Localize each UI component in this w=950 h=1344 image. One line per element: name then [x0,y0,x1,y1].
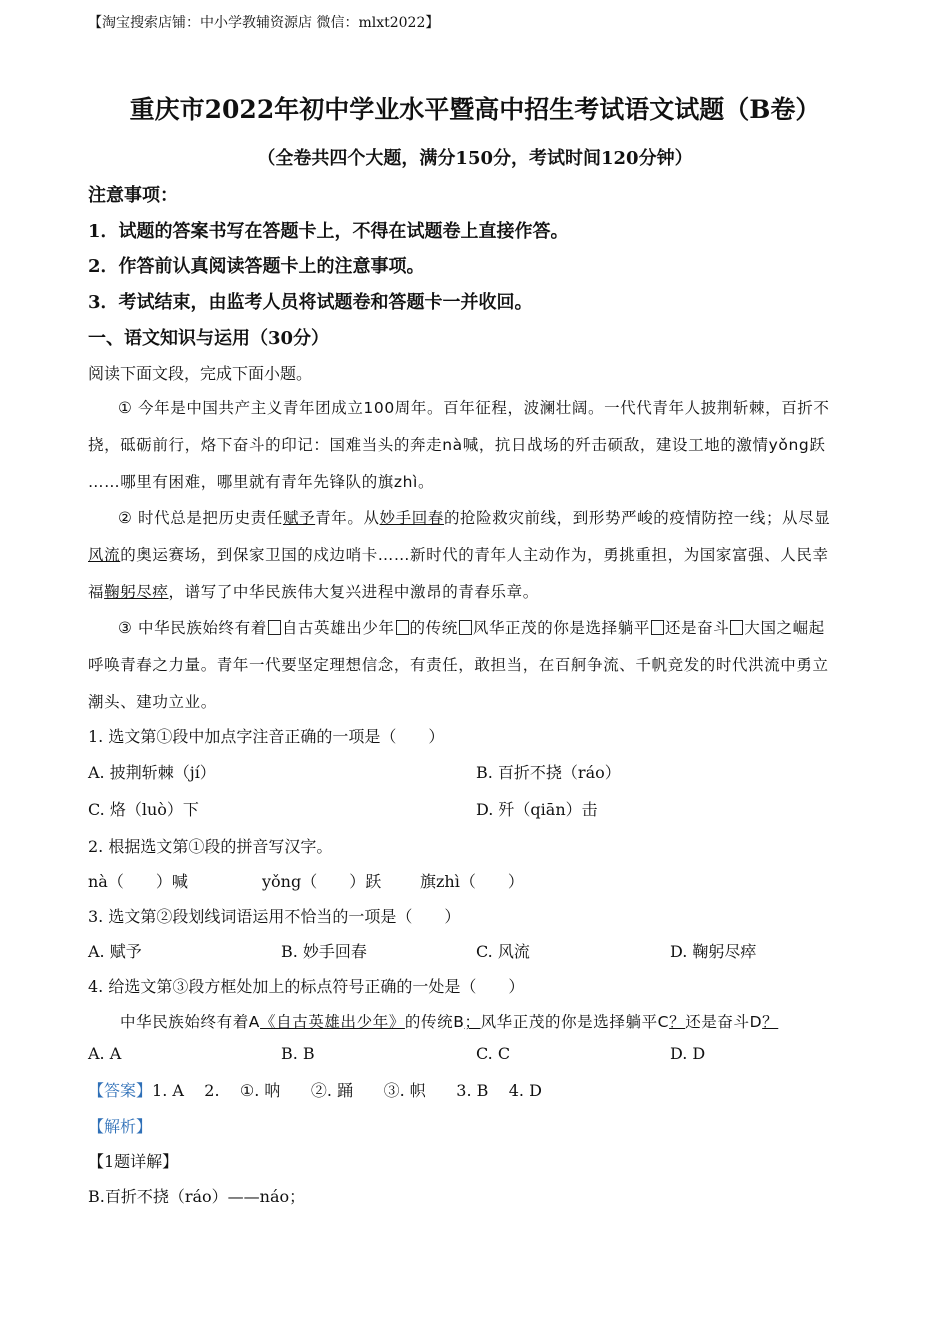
blank-box-d [651,620,664,635]
section-heading: 一、语文知识与运用（30分） [88,328,330,349]
blank-box-e [730,620,743,635]
answer-line [88,1078,542,1101]
text: ② 时代总是把历史责任 [118,509,283,527]
passage-p1-line2: 挠，砥砺前行，烙下奋斗的印记：国难当头的奔走nà喊，抗日战场的歼击硕敌，建设工地的激情yǒng跃 [88,436,826,454]
exam-subtitle: （全卷共四个大题，满分150分，考试时间120分钟） [257,148,693,169]
passage-p2-line1 [118,506,830,528]
text: 的抢险救灾前线，到形势严峻的疫情防控一线；从尽显 [443,509,831,527]
section-intro: 阅读下面文段，完成下面小题。 [88,364,313,383]
text: 中华民族始终有着A [120,1013,261,1031]
text: ③ 中华民族始终有着 [118,619,267,637]
underlined-word-2: 妙手回春 [379,509,444,527]
q3-option-d: D. 鞠躬尽瘁 [670,942,757,961]
underlined-word-3: 风流 [88,546,121,564]
detail-line: B.百折不挠（ráo）——náo； [88,1187,306,1206]
analysis-tag: 【解析】 [88,1117,153,1136]
q4-mark-a: 《自古英雄出少年》 [260,1013,405,1031]
text: 的传统B [404,1013,465,1031]
q4-mark-c: ？ [669,1013,686,1031]
answer-tag: 【答案】 [88,1081,153,1100]
text: 风华正茂的你是选择躺平C [480,1013,670,1031]
text: 还是奋斗D [685,1013,763,1031]
text: ，谱写了中华民族伟大复兴进程中激昂的青春乐章。 [168,583,539,601]
q1-option-a: A. 披荆斩棘（jí） [88,763,216,782]
text: 福 [88,583,105,601]
passage-p2-line2 [88,543,829,565]
text: 自古英雄出少年 [281,619,395,637]
q1-option-b: B. 百折不挠（ráo） [476,763,621,782]
q4-option-b: B. B [281,1044,315,1063]
passage-p1-line3: ……哪里有困难，哪里就有青年先锋队的旗zhì。 [88,473,435,491]
q2-blank-2: yǒng（ ）跃 [262,872,382,891]
header-note: 【淘宝搜索店铺：中小学教辅资源店 微信：mlxt2022】 [88,15,440,31]
q3-option-c: C. 风流 [476,942,530,961]
underlined-word-1: 赋予 [282,509,316,527]
text: 的传统 [409,619,458,637]
text: 青年。从 [315,509,380,527]
q3-option-a: A. 赋予 [88,942,142,961]
passage-p2-line3 [88,580,539,602]
notice-item-1: 1．试题的答案书写在答题卡上，不得在试题卷上直接作答。 [88,221,569,242]
q4-mark-d: ？ [762,1013,779,1031]
detail-heading: 【1题详解】 [88,1152,179,1171]
q4-option-d: D. D [670,1044,706,1063]
q1-stem: 1. 选文第①段中加点字注音正确的一项是（ ） [88,727,445,746]
q4-mark-b: ； [464,1013,481,1031]
underlined-word-4: 鞠躬尽瘁 [104,583,169,601]
exam-title: 重庆市2022年初中学业水平暨高中招生考试语文试题（B卷） [129,95,821,124]
blank-box-c [459,620,472,635]
q2-blank-3: 旗zhì（ ） [420,872,524,891]
passage-p3-line2: 呼唤青春之力量。青年一代要坚定理想信念，有责任，敢担当，在百舸争流、千帆竞发的时代洪流中勇立 [88,656,829,674]
notice-heading: 注意事项： [88,185,178,206]
q4-stem: 4. 给选文第③段方框处加上的标点符号正确的一处是（ ） [88,977,525,996]
answer-text: 1. A 2. ①. 呐 ②. 踊 ③. 帜 3. B 4. D [152,1081,542,1100]
blank-box-a [268,620,281,635]
passage-p1-line1: ① 今年是中国共产主义青年团成立100周年。百年征程，波澜壮阔。一代代青年人披荆斩棘，百折不 [118,399,830,417]
q2-stem: 2. 根据选文第①段的拼音写汉字。 [88,837,333,856]
text: 还是奋斗 [664,619,730,637]
text: 大国之崛起 [744,619,825,637]
q1-option-d: D. 歼（qiān）击 [476,800,598,819]
blank-box-b [396,620,409,635]
q2-blank-1: nà（ ）喊 [88,872,188,891]
q4-sentence [120,1010,778,1032]
text: 风华正茂的你是选择躺平 [472,619,650,637]
passage-p3-line3: 潮头、建功立业。 [88,693,217,711]
passage-p3-line1 [118,616,825,638]
notice-item-3: 3．考试结束，由监考人员将试题卷和答题卡一并收回。 [88,292,533,313]
q3-option-b: B. 妙手回春 [281,942,367,961]
text: 的奥运赛场，到保家卫国的戍边哨卡……新时代的青年人主动作为，勇挑重担，为国家富强、人民幸 [120,546,829,564]
q4-option-a: A. A [88,1044,122,1063]
q3-stem: 3. 选文第②段划线词语运用不恰当的一项是（ ） [88,907,461,926]
q1-option-c: C. 烙（luò）下 [88,800,199,819]
notice-item-2: 2．作答前认真阅读答题卡上的注意事项。 [88,256,425,277]
q4-option-c: C. C [476,1044,511,1063]
